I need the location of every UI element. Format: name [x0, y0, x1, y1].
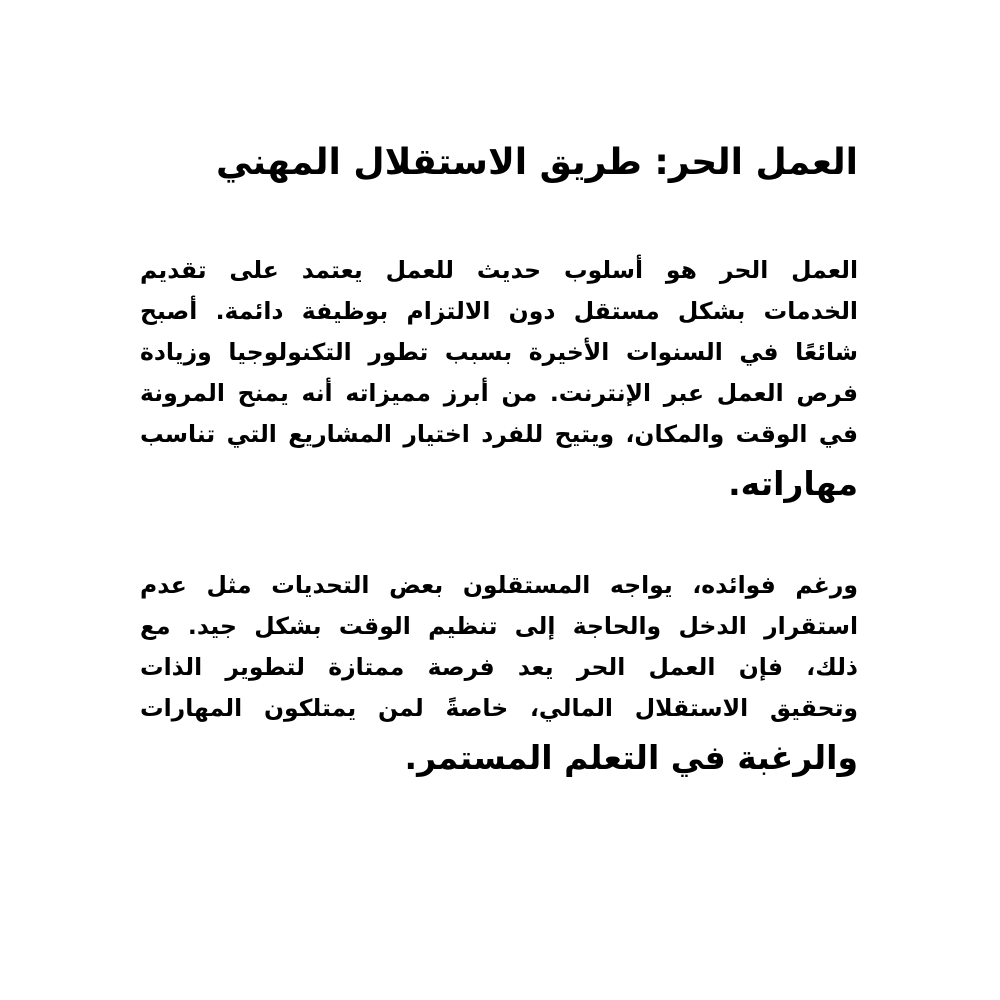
paragraph-line: ورغم فوائده، يواجه المستقلون بعض التحديات مثل عدم [140, 571, 858, 599]
paragraph-line: الخدمات بشكل مستقل دون الالتزام بوظيفة دائمة. أصبح [140, 297, 858, 325]
paragraph-last-line: مهاراته. [728, 464, 858, 503]
paragraph-line: في الوقت والمكان، ويتيح للفرد اختيار المشاريع التي تناسب [140, 420, 858, 448]
paragraph-line: شائعًا في السنوات الأخيرة بسبب تطور التكنولوجيا وزيادة [140, 338, 858, 366]
paragraph-challenges [140, 565, 858, 783]
paragraph-line: وتحقيق الاستقلال المالي، خاصةً لمن يمتلكون المهارات [140, 694, 858, 722]
paragraph-last-line: والرغبة في التعلم المستمر. [404, 738, 858, 777]
paragraph-line: ذلك، فإن العمل الحر يعد فرصة ممتازة لتطوير الذات [140, 653, 858, 681]
paragraph-line: فرص العمل عبر الإنترنت. من أبرز مميزاته أنه يمنح المرونة [140, 379, 858, 407]
paragraph-intro [140, 250, 858, 509]
paragraph-line: استقرار الدخل والحاجة إلى تنظيم الوقت بشكل جيد. مع [140, 612, 858, 640]
paragraph-line: العمل الحر هو أسلوب حديث للعمل يعتمد على تقديم [140, 256, 858, 284]
document-title: العمل الحر: طريق الاستقلال المهني [215, 142, 858, 183]
